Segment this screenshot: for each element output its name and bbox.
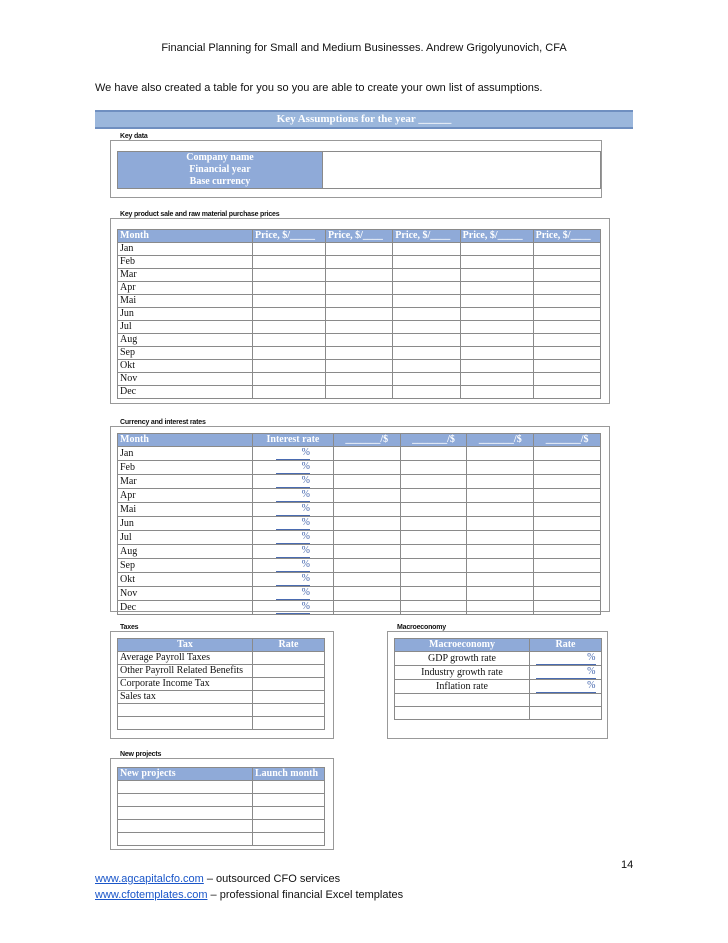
tax-rate-cell[interactable] xyxy=(253,678,325,691)
price-cell[interactable] xyxy=(325,282,392,295)
prices-col-header: Month xyxy=(118,230,253,243)
macro-section xyxy=(387,624,608,739)
fx-rate-cell[interactable] xyxy=(534,489,601,503)
price-cell[interactable] xyxy=(460,308,533,321)
prices-col-header: Price, $/____ xyxy=(325,230,392,243)
fx-rate-cell[interactable] xyxy=(333,531,400,545)
macro-name: Inflation rate xyxy=(395,680,530,694)
footer-text-2: – professional financial Excel templates xyxy=(207,889,404,901)
fx-rate-cell[interactable] xyxy=(534,447,601,461)
prices-header-row xyxy=(118,230,601,243)
percent-sign: % xyxy=(276,587,310,600)
tax-name: Sales tax xyxy=(118,691,253,704)
price-cell[interactable] xyxy=(460,360,533,373)
currency-col-header: _______/$ xyxy=(333,434,400,447)
table-row xyxy=(118,256,601,269)
key-data-table xyxy=(117,151,601,189)
launch-month-cell[interactable] xyxy=(253,820,325,833)
fx-rate-cell[interactable] xyxy=(467,517,534,531)
table-row xyxy=(118,545,601,559)
table-row xyxy=(118,308,601,321)
percent-sign: % xyxy=(276,545,310,558)
interest-rate-cell[interactable] xyxy=(253,531,334,545)
project-name-cell[interactable] xyxy=(118,833,253,846)
fx-rate-cell[interactable] xyxy=(467,503,534,517)
fx-rate-cell[interactable] xyxy=(534,517,601,531)
projects-header-row xyxy=(118,768,325,781)
table-row xyxy=(118,820,325,833)
table-row xyxy=(118,243,601,256)
price-cell[interactable] xyxy=(325,308,392,321)
month-label: Okt xyxy=(118,360,253,373)
price-cell[interactable] xyxy=(533,347,600,360)
month-label: Jul xyxy=(118,531,253,545)
fx-rate-cell[interactable] xyxy=(333,447,400,461)
macro-col-header: Macroeconomy xyxy=(395,639,530,652)
price-cell[interactable] xyxy=(325,256,392,269)
table-row xyxy=(118,295,601,308)
table-row xyxy=(118,447,601,461)
month-label: Aug xyxy=(118,545,253,559)
price-cell[interactable] xyxy=(460,386,533,399)
percent-sign: % xyxy=(276,517,310,530)
price-cell[interactable] xyxy=(393,386,460,399)
price-cell[interactable] xyxy=(325,269,392,282)
percent-sign: % xyxy=(276,573,310,586)
tax-name xyxy=(118,717,253,730)
fx-rate-cell[interactable] xyxy=(400,531,467,545)
footer-line-1 xyxy=(95,873,340,885)
project-name-cell[interactable] xyxy=(118,781,253,794)
table-row xyxy=(395,694,602,707)
table-row xyxy=(395,666,602,680)
price-cell[interactable] xyxy=(533,256,600,269)
fx-rate-cell[interactable] xyxy=(333,545,400,559)
price-cell[interactable] xyxy=(253,347,326,360)
macro-rate-cell[interactable] xyxy=(530,680,602,694)
fx-rate-cell[interactable] xyxy=(333,461,400,475)
launch-month-cell[interactable] xyxy=(253,807,325,820)
interest-rate-cell[interactable] xyxy=(253,447,334,461)
price-cell[interactable] xyxy=(393,334,460,347)
percent-sign: % xyxy=(276,559,310,572)
table-row xyxy=(118,704,325,717)
tax-rate-cell[interactable] xyxy=(253,717,325,730)
page-header: Financial Planning for Small and Medium Businesses. Andrew Grigolyunovich, CFA xyxy=(161,42,567,54)
key-label-currency: Base currency xyxy=(118,176,323,189)
key-label-year: Financial year xyxy=(118,164,323,176)
interest-rate-cell[interactable] xyxy=(253,587,334,601)
table-row xyxy=(118,373,601,386)
month-label: Nov xyxy=(118,373,253,386)
taxes-col-header: Tax xyxy=(118,639,253,652)
price-cell[interactable] xyxy=(460,334,533,347)
price-cell[interactable] xyxy=(393,321,460,334)
tax-name: Other Payroll Related Benefits xyxy=(118,665,253,678)
price-cell[interactable] xyxy=(325,295,392,308)
table-row xyxy=(118,347,601,360)
fx-rate-cell[interactable] xyxy=(333,489,400,503)
table-row xyxy=(118,282,601,295)
launch-month-cell[interactable] xyxy=(253,781,325,794)
macro-name xyxy=(395,707,530,720)
price-cell[interactable] xyxy=(253,269,326,282)
projects-section xyxy=(110,751,334,850)
price-cell[interactable] xyxy=(253,360,326,373)
month-label: Sep xyxy=(118,347,253,360)
month-label: Mai xyxy=(118,503,253,517)
table-row xyxy=(118,475,601,489)
price-cell[interactable] xyxy=(533,282,600,295)
prices-section xyxy=(110,211,610,404)
taxes-section xyxy=(110,624,334,739)
key-label-company: Company name xyxy=(118,152,323,165)
price-cell[interactable] xyxy=(393,243,460,256)
currency-col-header: _______/$ xyxy=(467,434,534,447)
projects-col-header: New projects xyxy=(118,768,253,781)
price-cell[interactable] xyxy=(533,334,600,347)
launch-month-cell[interactable] xyxy=(253,833,325,846)
month-label: Jan xyxy=(118,243,253,256)
price-cell[interactable] xyxy=(460,295,533,308)
projects-col-header: Launch month xyxy=(253,768,325,781)
key-data-title: Key data xyxy=(117,133,151,140)
price-cell[interactable] xyxy=(325,360,392,373)
fx-rate-cell[interactable] xyxy=(333,559,400,573)
price-cell[interactable] xyxy=(460,243,533,256)
month-label: Nov xyxy=(118,587,253,601)
footer-text-1: – outsourced CFO services xyxy=(203,873,341,885)
fx-rate-cell[interactable] xyxy=(534,559,601,573)
price-cell[interactable] xyxy=(393,269,460,282)
month-label: Feb xyxy=(118,461,253,475)
table-row xyxy=(118,461,601,475)
price-cell[interactable] xyxy=(253,321,326,334)
price-cell[interactable] xyxy=(325,334,392,347)
key-value-cell[interactable] xyxy=(323,152,601,189)
interest-rate-cell[interactable] xyxy=(253,545,334,559)
price-cell[interactable] xyxy=(393,256,460,269)
percent-sign: % xyxy=(276,601,310,614)
assumptions-banner: Key Assumptions for the year ______ xyxy=(95,110,633,129)
prices-table xyxy=(117,229,601,399)
table-row xyxy=(118,807,325,820)
fx-rate-cell[interactable] xyxy=(333,503,400,517)
price-cell[interactable] xyxy=(253,295,326,308)
macro-table xyxy=(394,638,602,720)
fx-rate-cell[interactable] xyxy=(400,559,467,573)
price-cell[interactable] xyxy=(253,334,326,347)
fx-rate-cell[interactable] xyxy=(467,447,534,461)
month-label: Jun xyxy=(118,308,253,321)
table-row xyxy=(118,531,601,545)
price-cell[interactable] xyxy=(253,308,326,321)
fx-rate-cell[interactable] xyxy=(400,475,467,489)
fx-rate-cell[interactable] xyxy=(467,461,534,475)
month-label: Feb xyxy=(118,256,253,269)
price-cell[interactable] xyxy=(253,243,326,256)
table-row xyxy=(395,652,602,666)
month-label: Jul xyxy=(118,321,253,334)
intro-text: We have also created a table for you so you are able to create your own list of assumptions. xyxy=(95,82,543,94)
tax-name: Corporate Income Tax xyxy=(118,678,253,691)
price-cell[interactable] xyxy=(460,347,533,360)
percent-sign: % xyxy=(276,489,310,502)
price-cell[interactable] xyxy=(460,373,533,386)
fx-rate-cell[interactable] xyxy=(400,489,467,503)
fx-rate-cell[interactable] xyxy=(400,573,467,587)
month-label: Aug xyxy=(118,334,253,347)
fx-rate-cell[interactable] xyxy=(534,475,601,489)
table-row xyxy=(118,652,325,665)
currency-col-header: _______/$ xyxy=(400,434,467,447)
table-row xyxy=(118,691,325,704)
currency-section xyxy=(110,419,610,613)
price-cell[interactable] xyxy=(393,347,460,360)
taxes-title: Taxes xyxy=(117,624,141,631)
price-cell[interactable] xyxy=(533,243,600,256)
month-label: Jan xyxy=(118,447,253,461)
price-cell[interactable] xyxy=(253,256,326,269)
price-cell[interactable] xyxy=(460,321,533,334)
table-row xyxy=(118,678,325,691)
table-row xyxy=(118,269,601,282)
percent-sign: % xyxy=(536,666,596,679)
interest-rate-cell[interactable] xyxy=(253,517,334,531)
macro-name: Industry growth rate xyxy=(395,666,530,680)
key-data-section xyxy=(110,133,602,198)
table-row xyxy=(118,559,601,573)
fx-rate-cell[interactable] xyxy=(400,601,467,615)
price-cell[interactable] xyxy=(533,360,600,373)
month-label: Dec xyxy=(118,601,253,615)
price-cell[interactable] xyxy=(460,269,533,282)
tax-rate-cell[interactable] xyxy=(253,704,325,717)
macro-col-header: Rate xyxy=(530,639,602,652)
currency-table xyxy=(117,433,601,615)
table-row xyxy=(118,321,601,334)
currency-col-header: Month xyxy=(118,434,253,447)
macro-rate-cell[interactable] xyxy=(530,666,602,680)
launch-month-cell[interactable] xyxy=(253,794,325,807)
price-cell[interactable] xyxy=(253,373,326,386)
currency-title: Currency and interest rates xyxy=(117,419,209,426)
price-cell[interactable] xyxy=(533,373,600,386)
currency-header-row xyxy=(118,434,601,447)
price-cell[interactable] xyxy=(533,295,600,308)
interest-rate-cell[interactable] xyxy=(253,475,334,489)
price-cell[interactable] xyxy=(393,282,460,295)
fx-rate-cell[interactable] xyxy=(400,503,467,517)
table-row xyxy=(118,833,325,846)
prices-col-header: Price, $/____ xyxy=(533,230,600,243)
price-cell[interactable] xyxy=(533,269,600,282)
percent-sign: % xyxy=(536,652,596,665)
price-cell[interactable] xyxy=(325,347,392,360)
fx-rate-cell[interactable] xyxy=(534,573,601,587)
percent-sign: % xyxy=(276,503,310,516)
percent-sign: % xyxy=(276,447,310,460)
macro-rate-cell[interactable] xyxy=(530,694,602,707)
table-row xyxy=(118,717,325,730)
tax-rate-cell[interactable] xyxy=(253,691,325,704)
fx-rate-cell[interactable] xyxy=(333,587,400,601)
interest-rate-cell[interactable] xyxy=(253,573,334,587)
month-label: Mar xyxy=(118,269,253,282)
fx-rate-cell[interactable] xyxy=(534,601,601,615)
interest-rate-cell[interactable] xyxy=(253,489,334,503)
price-cell[interactable] xyxy=(325,386,392,399)
macro-name: GDP growth rate xyxy=(395,652,530,666)
interest-rate-cell[interactable] xyxy=(253,503,334,517)
interest-rate-cell[interactable] xyxy=(253,461,334,475)
fx-rate-cell[interactable] xyxy=(467,489,534,503)
taxes-header-row xyxy=(118,639,325,652)
table-row xyxy=(118,334,601,347)
fx-rate-cell[interactable] xyxy=(534,545,601,559)
fx-rate-cell[interactable] xyxy=(534,503,601,517)
fx-rate-cell[interactable] xyxy=(333,475,400,489)
table-row xyxy=(118,781,325,794)
price-cell[interactable] xyxy=(393,373,460,386)
fx-rate-cell[interactable] xyxy=(534,531,601,545)
price-cell[interactable] xyxy=(533,386,600,399)
table-row xyxy=(118,665,325,678)
footer-line-2 xyxy=(95,889,403,901)
footer-link-agcapitalcfo[interactable]: www.agcapitalcfo.com xyxy=(95,873,204,885)
price-cell[interactable] xyxy=(253,386,326,399)
table-row xyxy=(118,489,601,503)
price-cell[interactable] xyxy=(533,321,600,334)
fx-rate-cell[interactable] xyxy=(467,559,534,573)
macro-name xyxy=(395,694,530,707)
fx-rate-cell[interactable] xyxy=(467,545,534,559)
fx-rate-cell[interactable] xyxy=(333,517,400,531)
table-row xyxy=(118,794,325,807)
percent-sign: % xyxy=(536,680,596,693)
percent-sign: % xyxy=(276,461,310,474)
prices-title: Key product sale and raw material purchase prices xyxy=(117,211,282,218)
interest-rate-cell[interactable] xyxy=(253,601,334,615)
page-number: 14 xyxy=(621,859,634,871)
price-cell[interactable] xyxy=(393,360,460,373)
prices-col-header: Price, $/_____ xyxy=(253,230,326,243)
tax-name: Average Payroll Taxes xyxy=(118,652,253,665)
fx-rate-cell[interactable] xyxy=(400,461,467,475)
percent-sign: % xyxy=(276,475,310,488)
price-cell[interactable] xyxy=(393,308,460,321)
macro-rate-cell[interactable] xyxy=(530,707,602,720)
fx-rate-cell[interactable] xyxy=(467,573,534,587)
fx-rate-cell[interactable] xyxy=(400,545,467,559)
macro-header-row xyxy=(395,639,602,652)
month-label: Okt xyxy=(118,573,253,587)
price-cell[interactable] xyxy=(325,373,392,386)
fx-rate-cell[interactable] xyxy=(400,517,467,531)
project-name-cell[interactable] xyxy=(118,820,253,833)
table-row xyxy=(118,503,601,517)
table-row xyxy=(118,573,601,587)
fx-rate-cell[interactable] xyxy=(467,531,534,545)
currency-col-header: Interest rate xyxy=(253,434,334,447)
projects-title: New projects xyxy=(117,751,164,758)
fx-rate-cell[interactable] xyxy=(333,601,400,615)
table-row xyxy=(118,517,601,531)
table-row xyxy=(118,386,601,399)
taxes-col-header: Rate xyxy=(253,639,325,652)
month-label: Mai xyxy=(118,295,253,308)
table-row xyxy=(395,680,602,694)
price-cell[interactable] xyxy=(533,308,600,321)
project-name-cell[interactable] xyxy=(118,807,253,820)
month-label: Jun xyxy=(118,517,253,531)
tax-name xyxy=(118,704,253,717)
tax-rate-cell[interactable] xyxy=(253,665,325,678)
fx-rate-cell[interactable] xyxy=(534,461,601,475)
prices-col-header: Price, $/____ xyxy=(393,230,460,243)
month-label: Apr xyxy=(118,489,253,503)
taxes-table xyxy=(117,638,325,730)
table-row xyxy=(395,707,602,720)
month-label: Sep xyxy=(118,559,253,573)
fx-rate-cell[interactable] xyxy=(467,601,534,615)
table-row xyxy=(118,587,601,601)
footer-link-cfotemplates[interactable]: www.cfotemplates.com xyxy=(95,889,208,901)
fx-rate-cell[interactable] xyxy=(333,573,400,587)
percent-sign: % xyxy=(276,531,310,544)
table-row xyxy=(118,601,601,615)
project-name-cell[interactable] xyxy=(118,794,253,807)
prices-col-header: Price, $/_____ xyxy=(460,230,533,243)
price-cell[interactable] xyxy=(393,295,460,308)
fx-rate-cell[interactable] xyxy=(534,587,601,601)
price-cell[interactable] xyxy=(460,282,533,295)
tax-rate-cell[interactable] xyxy=(253,652,325,665)
month-label: Dec xyxy=(118,386,253,399)
fx-rate-cell[interactable] xyxy=(467,587,534,601)
price-cell[interactable] xyxy=(325,321,392,334)
interest-rate-cell[interactable] xyxy=(253,559,334,573)
fx-rate-cell[interactable] xyxy=(400,587,467,601)
currency-col-header: _______/$ xyxy=(534,434,601,447)
price-cell[interactable] xyxy=(325,243,392,256)
fx-rate-cell[interactable] xyxy=(400,447,467,461)
table-row xyxy=(118,360,601,373)
month-label: Apr xyxy=(118,282,253,295)
macro-title: Macroeconomy xyxy=(394,624,449,631)
macro-rate-cell[interactable] xyxy=(530,652,602,666)
fx-rate-cell[interactable] xyxy=(467,475,534,489)
month-label: Mar xyxy=(118,475,253,489)
price-cell[interactable] xyxy=(253,282,326,295)
price-cell[interactable] xyxy=(460,256,533,269)
projects-table xyxy=(117,767,325,846)
